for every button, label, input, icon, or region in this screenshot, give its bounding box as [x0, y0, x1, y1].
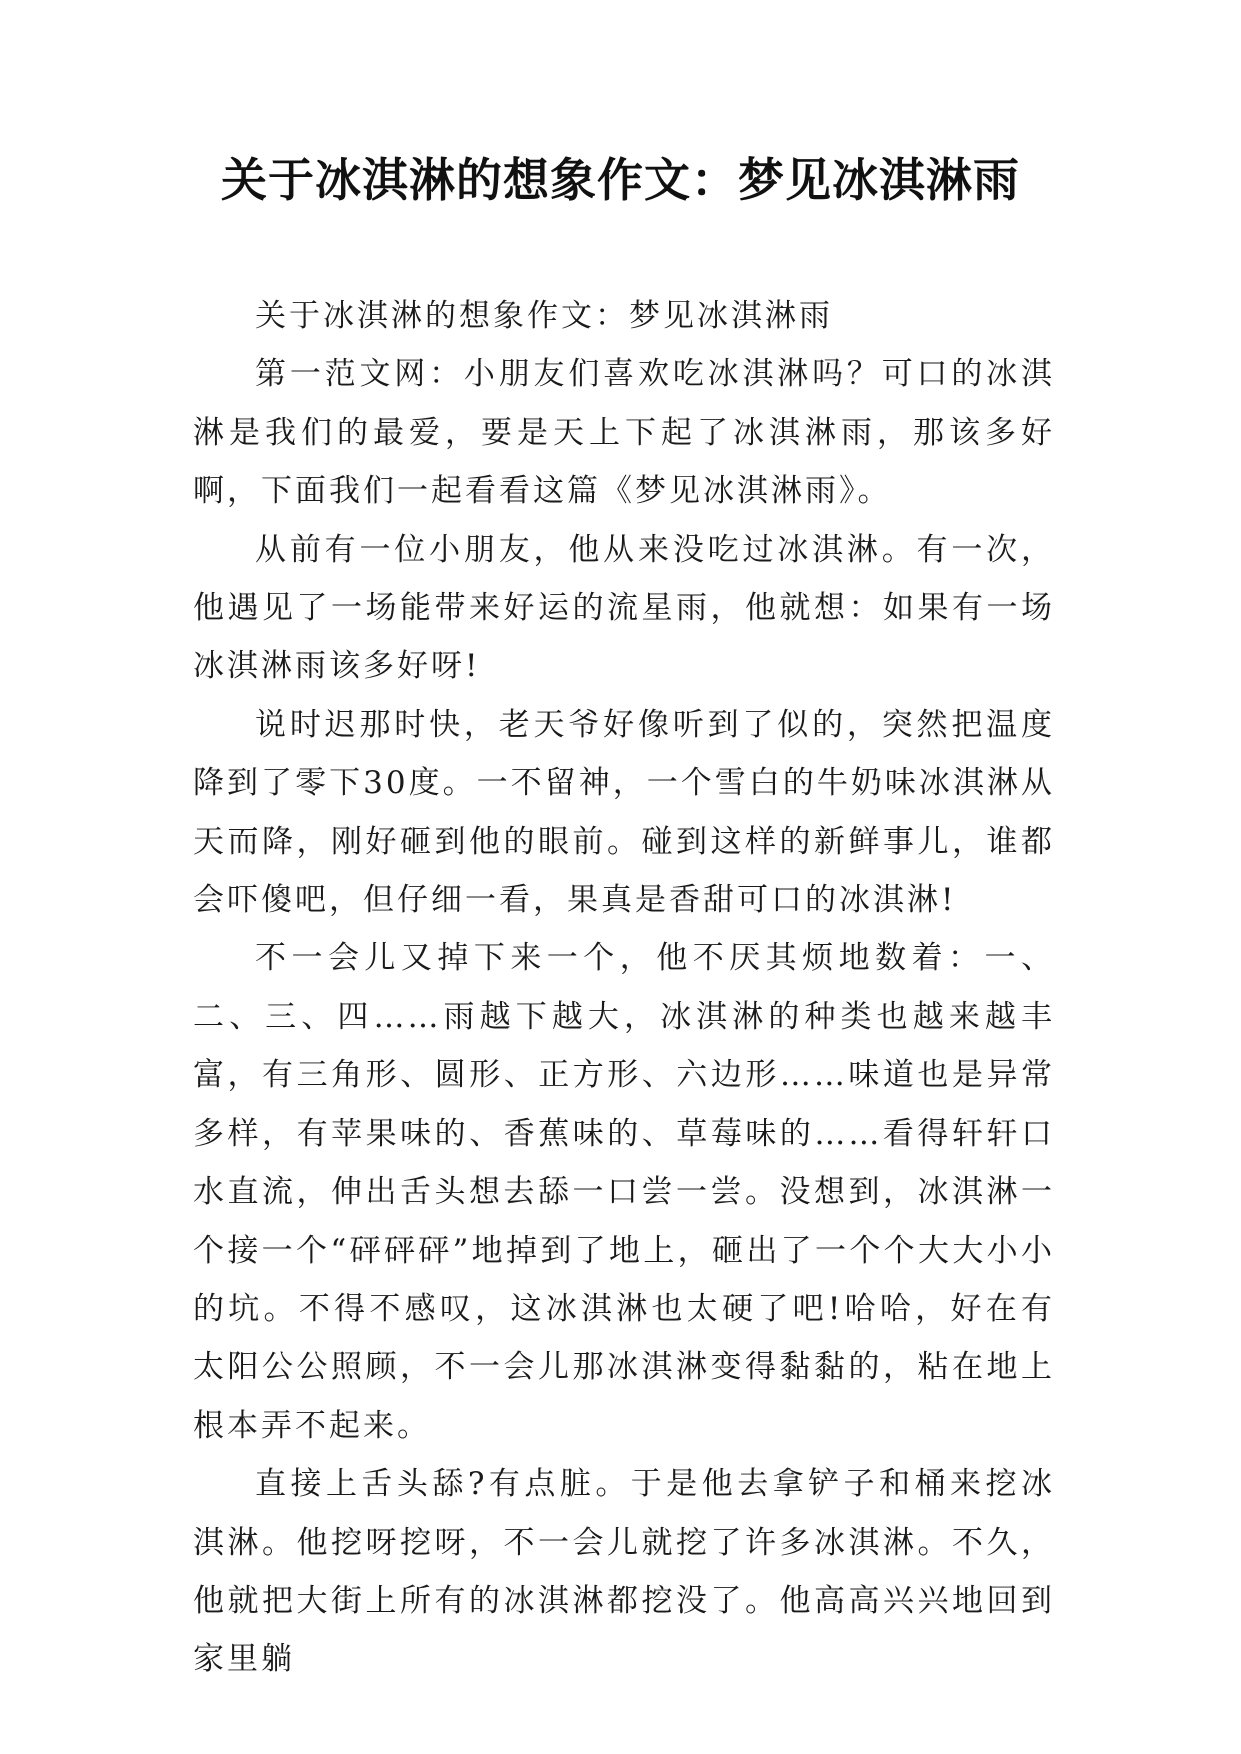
paragraph: 从前有一位小朋友，他从来没吃过冰淇淋。有一次，他遇见了一场能带来好运的流星雨，他就想：如果有一场冰淇淋雨该多好呀! [193, 531, 1055, 685]
paragraph-intro: 第一范文网：小朋友们喜欢吃冰淇淋吗？可口的冰淇淋是我们的最爱，要是天上下起了冰淇淋雨，那该多好啊，下面我们一起看看这篇《梦见冰淇淋雨》。 [193, 356, 1055, 510]
paragraph: 不一会儿又掉下来一个，他不厌其烦地数着：一、二、三、四……雨越下越大，冰淇淋的种类也越来越丰富，有三角形、圆形、正方形、六边形……味道也是异常多样，有苹果味的、香蕉味的、草莓味的……看得轩轩口水直流，伸出舌头想去舔一口尝一尝。没想到，冰淇淋一个接一个“砰砰砰”地掉到了地上，砸出了一个个大大小小的坑。不得不感叹，这冰淇淋也太硬了吧!哈哈，好在有太阳公公照顾，不一会儿那冰淇淋变得黏黏的，粘在地上根本弄不起来。 [193, 940, 1055, 1444]
paragraph: 直接上舌头舔?有点脏。于是他去拿铲子和桶来挖冰淇淋。他挖呀挖呀，不一会儿就挖了许多冰淇淋。不久，他就把大街上所有的冰淇淋都挖没了。他高高兴兴地回到家里躺 [193, 1466, 1055, 1678]
paragraph: 说时迟那时快，老天爷好像听到了似的，突然把温度降到了零下30度。一不留神，一个雪白的牛奶味冰淇淋从天而降，刚好砸到他的眼前。碰到这样的新鲜事儿，谁都会吓傻吧，但仔细一看，果真是香甜可口的冰淇淋! [193, 706, 1055, 919]
paragraph-heading: 关于冰淇淋的想象作文：梦见冰淇淋雨 [255, 298, 833, 334]
document-body [193, 287, 1055, 1689]
document-title: 关于冰淇淋的想象作文：梦见冰淇淋雨 [221, 153, 1020, 207]
